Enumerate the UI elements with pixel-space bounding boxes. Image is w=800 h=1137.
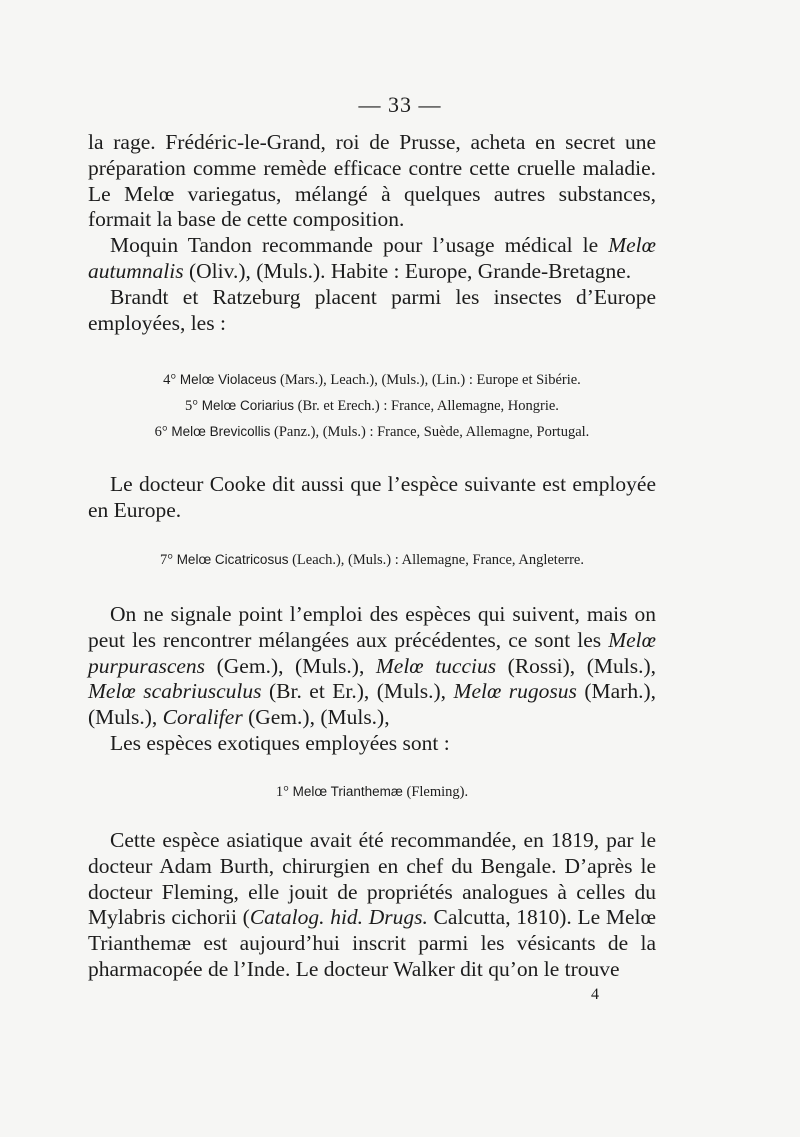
list-item-4-rest: (Mars.), Leach.), (Muls.), (Lin.) : Europe et Sibérie. — [276, 372, 581, 388]
paragraph-5-italic-c: Melœ scabriusculus — [88, 679, 262, 704]
list-item-4-name: Melœ Violaceus — [179, 372, 277, 387]
paragraph-5-text-d: (Br. et Er.), (Muls.), — [261, 679, 454, 704]
paragraph-5-text-c: (Rossi), (Muls.), — [496, 653, 656, 678]
list-item-5-rest: (Br. et Erech.) : France, Allemagne, Hongrie. — [294, 398, 559, 414]
paragraph-6-text: Les espèces exotiques employées sont : — [110, 730, 450, 755]
list-item-1 — [88, 784, 656, 801]
paragraph-5-text-b: (Gem.), (Muls.), — [205, 653, 376, 678]
list-item-7-rest: (Leach.), (Muls.) : Allemagne, France, Angleterre. — [288, 552, 584, 568]
paragraph-1 — [88, 130, 656, 233]
list-item-1-name: Melœ Trianthemæ — [292, 784, 403, 799]
list-item-6-num: 6° — [154, 424, 168, 440]
paragraph-5 — [88, 602, 656, 731]
paragraph-5-text-e: (Marh.), (Muls.), — [88, 679, 656, 730]
paragraph-5-italic-b: Melœ tuccius — [375, 653, 497, 678]
paragraph-1-text: la rage. Frédéric-le-Grand, roi de Prusse, acheta en secret une préparation comme remède efficace contre cette cruelle maladie. Le Melœ variegatus, mélangé à quelques autres substances, formait la base de cette composition. — [88, 130, 656, 232]
list-item-5-name: Melœ Coriarius — [201, 398, 294, 413]
list-item-4-num: 4° — [163, 372, 177, 388]
paragraph-5-italic-d: Melœ rugosus — [453, 679, 577, 704]
list-item-6 — [88, 424, 656, 441]
list-item-6-rest: (Panz.), (Muls.) : France, Suède, Allemagne, Portugal. — [270, 424, 590, 440]
paragraph-7-text-a: Cette espèce asiatique avait été recommandée, en 1819, par le docteur Adam Burth, chirurgien en chef du Bengale. D’après le docteur Fleming, elle jouit de propriétés analogues à celles du Mylabris cichorii ( — [88, 828, 656, 930]
text-block-bottom — [88, 828, 656, 983]
paragraph-5-text-f: (Gem.), (Muls.), — [242, 705, 390, 730]
signature-mark: 4 — [591, 986, 599, 1003]
text-block-lower — [88, 602, 656, 757]
paragraph-6 — [88, 731, 656, 757]
paragraph-5-text-a: On ne signale point l’emploi des espèces qui suivent, mais on peut les rencontrer mélangées aux précédentes, ce sont les — [88, 602, 656, 652]
list-item-1-num: 1° — [275, 784, 289, 800]
list-item-7-name: Melœ Cicatricosus — [176, 552, 289, 567]
text-block-middle — [88, 472, 656, 524]
list-item-5-num: 5° — [185, 398, 199, 414]
paragraph-2 — [88, 233, 656, 285]
paragraph-2-text-a: Moquin Tandon recommande pour l’usage médical le — [110, 233, 609, 258]
page-number: — 33 — — [358, 92, 442, 117]
paragraph-2-text-b: (Oliv.), (Muls.). Habite : Europe, Grande-Bretagne. — [183, 258, 632, 283]
paragraph-3-text: Brandt et Ratzeburg placent parmi les insectes d’Europe employées, les : — [88, 284, 656, 335]
list-item-1-rest: (Fleming). — [402, 784, 469, 800]
paragraph-4 — [88, 472, 656, 524]
text-block-top — [88, 130, 656, 336]
paragraph-2-italic-a: Melœ autumnalis — [88, 233, 656, 283]
paragraph-4-text: Le docteur Cooke dit aussi que l’espèce suivante est employée en Europe. — [88, 472, 656, 522]
paragraph-5-italic-e: Coralifer — [162, 705, 243, 730]
paragraph-5-italic-a: Melœ purpurascens — [88, 627, 656, 678]
list-item-5 — [88, 398, 656, 415]
list-item-7 — [88, 552, 656, 569]
list-item-4 — [88, 372, 656, 389]
paragraph-7-text-b: Calcutta, 1810). Le Melœ Trianthemæ est aujourd’hui inscrit parmi les vésicants de la pharmacopée de l’Inde. Le docteur Walker dit qu’on le trouve — [88, 905, 657, 981]
paragraph-7-italic-a: Catalog. hid. Drugs. — [249, 905, 428, 930]
list-item-7-num: 7° — [160, 552, 174, 568]
paragraph-3 — [88, 285, 656, 337]
paragraph-7 — [88, 828, 656, 983]
list-item-6-name: Melœ Brevicollis — [171, 424, 271, 439]
